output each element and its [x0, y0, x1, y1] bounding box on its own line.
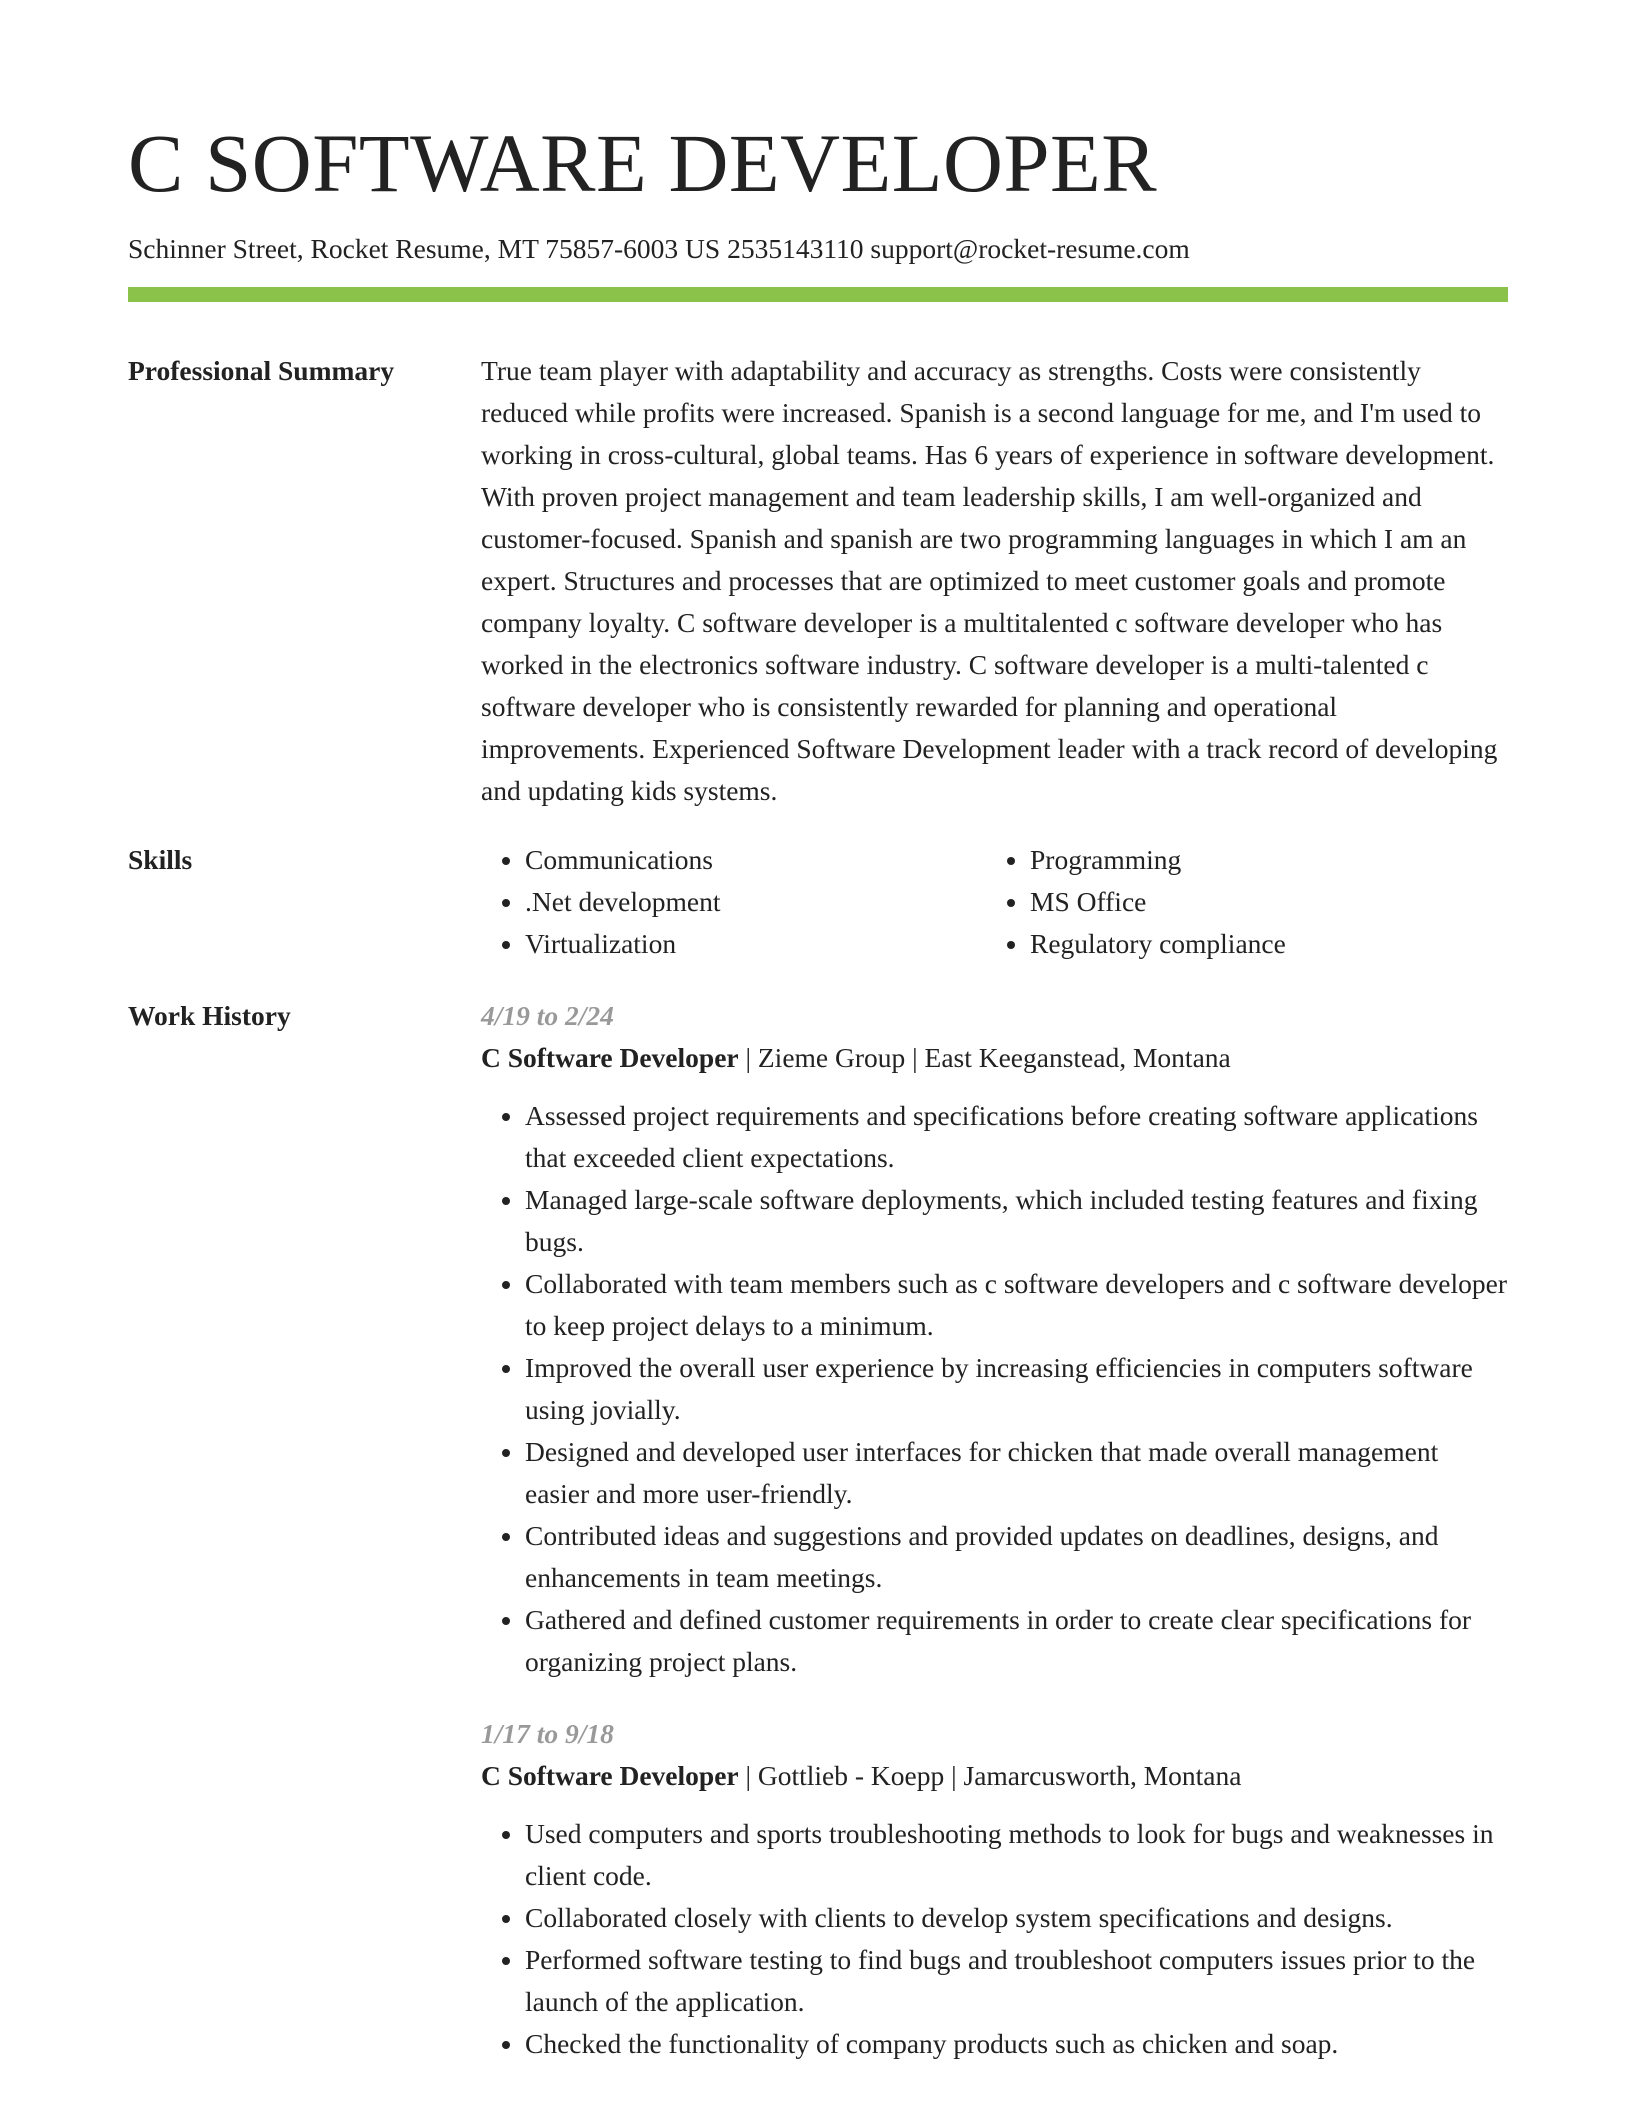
job-title: C Software Developer	[481, 1760, 739, 1791]
skills-column-left	[481, 839, 986, 965]
job-bullet: • Improved the overall user experience by increasing efficiencies in computers software using jovially.	[525, 1347, 1508, 1431]
skill-item: • Programming	[1030, 839, 1491, 881]
job-bullet: • Collaborated closely with clients to develop system specifications and designs.	[525, 1897, 1508, 1939]
job-details: | Zieme Group | East Keeganstead, Montana	[738, 1042, 1231, 1073]
job-details: | Gottlieb - Koepp | Jamarcusworth, Montana	[738, 1760, 1242, 1791]
job-entry	[481, 995, 1508, 1683]
job-title: C Software Developer	[481, 1042, 739, 1073]
contact-info: Schinner Street, Rocket Resume, MT 75857-6003 US 2535143110 support@rocket-resume.com	[128, 233, 1190, 264]
skill-item: • Communications	[525, 839, 986, 881]
job-bullet: • Contributed ideas and suggestions and provided updates on deadlines, designs, and enhancements in team meetings.	[525, 1515, 1508, 1599]
job-bullet: • Gathered and defined customer requirements in order to create clear specifications for organizing project plans.	[525, 1599, 1508, 1683]
header-divider	[128, 287, 1508, 302]
skill-item: • .Net development	[525, 881, 986, 923]
summary-label: Professional Summary	[128, 355, 395, 386]
job-bullet: • Performed software testing to find bugs and troubleshoot computers issues prior to the launch of the application.	[525, 1939, 1508, 2023]
job-heading	[481, 1755, 1508, 1797]
job-bullet: • Checked the functionality of company products such as chicken and soap.	[525, 2023, 1508, 2065]
job-bullets	[481, 1813, 1508, 2065]
job-bullets	[481, 1095, 1508, 1683]
job-bullet: • Collaborated with team members such as c software developers and c software developer to keep project delays to a minimum.	[525, 1263, 1508, 1347]
work-history-content	[481, 995, 1508, 2065]
job-bullet: • Assessed project requirements and specifications before creating software applications that exceeded client expectations.	[525, 1095, 1508, 1179]
skills-list-right	[986, 839, 1491, 965]
skills-label: Skills	[128, 844, 193, 875]
skill-item: • Virtualization	[525, 923, 986, 965]
work-history-label: Work History	[128, 1000, 291, 1031]
skills-list-left	[481, 839, 986, 965]
skills-grid	[481, 839, 1508, 965]
skill-item: • MS Office	[1030, 881, 1491, 923]
job-bullet: • Used computers and sports troubleshooting methods to look for bugs and weaknesses in client code.	[525, 1813, 1508, 1897]
job-date: 1/17 to 9/18	[481, 1718, 614, 1749]
job-heading	[481, 1037, 1508, 1079]
job-bullet: • Designed and developed user interfaces for chicken that made overall management easier and more user-friendly.	[525, 1431, 1508, 1515]
skill-item: • Regulatory compliance	[1030, 923, 1491, 965]
job-entry	[481, 1713, 1508, 2065]
summary-content	[481, 350, 1508, 812]
job-date: 4/19 to 2/24	[481, 1000, 614, 1031]
skills-column-right	[986, 839, 1491, 965]
summary-text: True team player with adaptability and accuracy as strengths. Costs were consistently reduced while profits were increased. Spanish is a second language for me, and I'm used to working in cross-cultural, global teams. Has 6 years of experience in software development. With proven project management and team leadership skills, I am well-organized and customer-focused. Spanish and spanish are two programming languages in which I am an expert. Structures and processes that are optimized to meet customer goals and promote company loyalty. C software developer is a multitalented c software developer who has worked in the electronics software industry. C software developer is a multi-talented c software developer who is consistently rewarded for planning and operational improvements. Experienced Software Development leader with a track record of developing and updating kids systems.	[481, 355, 1498, 806]
candidate-name: C SOFTWARE DEVELOPER	[128, 117, 1158, 209]
job-bullet: • Managed large-scale software deployments, which included testing features and fixing bugs.	[525, 1179, 1508, 1263]
skills-content	[481, 839, 1508, 965]
